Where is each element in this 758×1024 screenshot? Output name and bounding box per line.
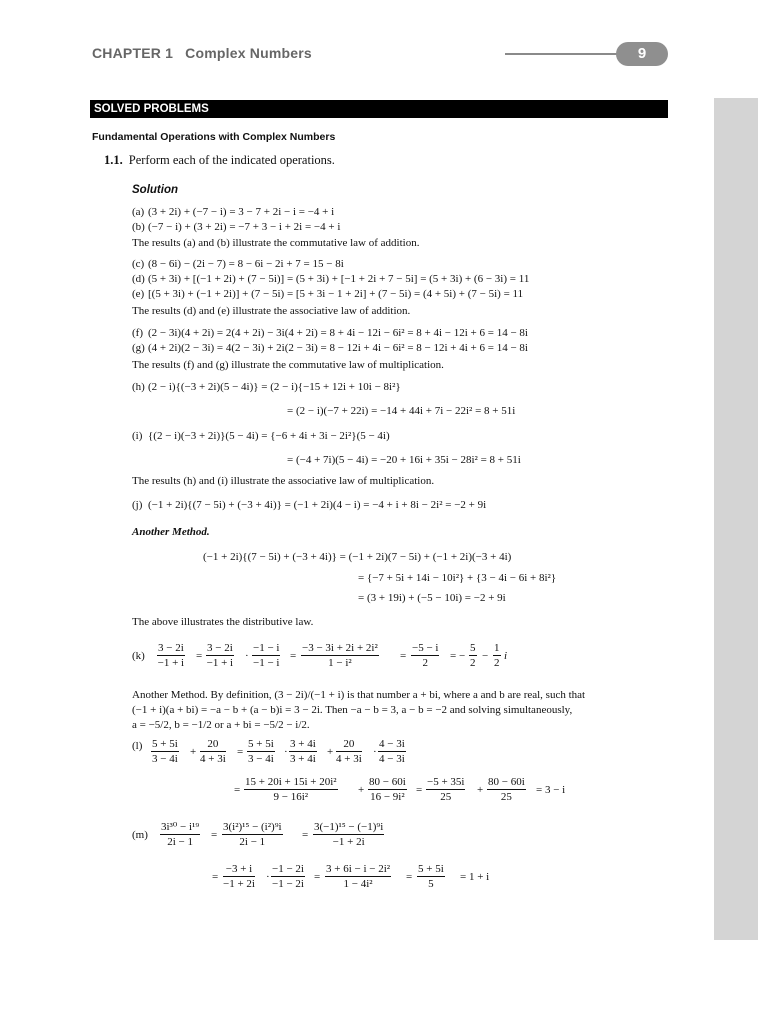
l-result: = 3 − i: [536, 784, 566, 796]
m-op: =: [314, 871, 321, 883]
k-another-3: a = −5/2, b = −1/2 or a + bi = −5/2 − i/2.: [132, 719, 310, 731]
line-j-am1: (−1 + 2i){(7 − 5i) + (−3 + 4i)} = (−1 + 2i)(7 − 5i) + (−1 + 2i)(−3 + 4i): [203, 551, 512, 563]
line-j-am2: = {−7 + 5i + 14i − 10i²} + {3 − 4i − 6i + 8i²}: [358, 572, 557, 584]
m-op: =: [406, 871, 413, 883]
section-title: SOLVED PROBLEMS: [90, 100, 668, 118]
k-op: ·: [245, 650, 249, 662]
problem-statement: [104, 154, 335, 167]
m-op: =: [211, 829, 218, 841]
chapter-header: [92, 45, 312, 61]
line-g: (g) (4 + 2i)(2 − 3i) = 4(2 − 3i) + 2i(2 − 3i) = 8 − 12i + 4i − 6i² = 8 − 12i + 4i + 6 = 14 − 8i: [132, 342, 528, 354]
m-frac-3: $\frac{\text{3(−1)¹⁵ − (−1)⁹i}}{-1 + 2i}$: [314, 821, 384, 848]
subsection-title: Fundamental Operations with Complex Numbers: [92, 131, 336, 143]
note-ab: The results (a) and (b) illustrate the commutative law of addition.: [132, 237, 420, 249]
k-frac-1: $\frac{3 - 2i}{-1 + i}$: [157, 642, 185, 669]
m-op: =: [302, 829, 309, 841]
l-frac-1: $\frac{5 + 5i}{3 - 4i}$: [152, 738, 178, 765]
m-frac-2: $\frac{\text{3(i²)¹⁵ − (i²)⁹i}}{2i - 1}$: [223, 821, 282, 848]
k-op: = −: [450, 650, 466, 662]
k-op: =: [196, 650, 203, 662]
line-e: (e) [(5 + 3i) + (−1 + 2i)] + (7 − 5i) = [5 + 3i − 1 + 2i] + (7 − 5i) = (4 + 5i) + (7 − 5i) = 11: [132, 288, 524, 300]
chapter-title: Complex Numbers: [185, 45, 312, 61]
line-c: (c) (8 − 6i) − (2i − 7) = 8 − 6i − 2i + 7 = 15 − 8i: [132, 258, 344, 270]
line-i1: (i) {(2 − i)(−3 + 2i)}(5 − 4i) = {−6 + 4i + 3i − 2i²}(5 − 4i): [132, 430, 390, 442]
l-frac-6: $\frac{4 - 3i}{4 - 3i}$: [379, 738, 405, 765]
m-op: =: [212, 871, 219, 883]
line-a: (a) (3 + 2i) + (−7 − i) = 3 − 7 + 2i − i = −4 + i: [132, 206, 335, 218]
l-op: ·: [284, 746, 288, 758]
label-l: (l): [132, 740, 143, 752]
chapter-label: CHAPTER 1: [92, 45, 174, 61]
l-op: =: [416, 784, 423, 796]
line-b: (b) (−7 − i) + (3 + 2i) = −7 + 3 − i + 2i = −4 + i: [132, 221, 341, 233]
label-m: (m): [132, 829, 148, 841]
l-op: =: [237, 746, 244, 758]
l-op: +: [477, 784, 484, 796]
another-method-heading: Another Method.: [132, 526, 210, 538]
problem-number: 1.1.: [104, 153, 123, 167]
solution-heading: Solution: [132, 184, 178, 196]
note-distributive: The above illustrates the distributive law.: [132, 616, 314, 628]
line-j: (j) (−1 + 2i){(7 − 5i) + (−3 + 4i)} = (−1 + 2i)(4 − i) = −4 + i + 8i − 2i² = −2 + 9i: [132, 499, 487, 511]
l-frac-2: $\frac{20}{4 + 3i}$: [200, 738, 226, 765]
k-frac-2: $\frac{3 - 2i}{-1 + i}$: [206, 642, 234, 669]
line-f: (f) (2 − 3i)(4 + 2i) = 2(4 + 2i) − 3i(4 + 2i) = 8 + 4i − 12i − 6i² = 8 + 4i − 12i + 6 = 14 − 8i: [132, 327, 528, 339]
line-j-am3: = (3 + 19i) + (−5 − 10i) = −2 + 9i: [358, 592, 506, 604]
k-op: =: [290, 650, 297, 662]
k-frac-6: $\frac{5}{2}$: [470, 642, 476, 669]
l-op: =: [234, 784, 241, 796]
k-frac-4: $\frac{\text{−3 − 3i + 2i + 2i²}}{\text{1 − i²}}$: [302, 642, 378, 669]
m-frac-6: $\frac{\text{3 + 6i − i − 2i²}}{\text{1 − 4i²}}$: [326, 863, 391, 890]
l-frac-9: $\frac{-5 + 35i}{25}$: [427, 776, 465, 803]
l-frac-10: $\frac{80 - 60i}{25}$: [488, 776, 525, 803]
l-frac-5: $\frac{20}{4 + 3i}$: [336, 738, 362, 765]
m-frac-5: $\frac{-1 - 2i}{-1 - 2i}$: [272, 863, 304, 890]
m-result: = 1 + i: [460, 871, 490, 883]
note-fg: The results (f) and (g) illustrate the commutative law of multiplication.: [132, 359, 444, 371]
l-op: ·: [373, 746, 377, 758]
m-op: ·: [266, 871, 270, 883]
l-op: +: [358, 784, 365, 796]
k-op: i: [504, 650, 508, 662]
l-frac-8: $\frac{80 - 60i}{\text{16 − 9i²}}$: [369, 776, 406, 803]
m-frac-1: $\frac{\text{3i³⁰ − i¹⁹}}{2i - 1}$: [161, 821, 200, 848]
l-op: +: [327, 746, 334, 758]
l-op: +: [190, 746, 197, 758]
k-another-2: (−1 + i)(a + bi) = −a − b + (a − b)i = 3 − 2i. Then −a − b = 3, a − b = −2 and solving simultaneously,: [132, 704, 573, 716]
note-hi: The results (h) and (i) illustrate the associative law of multiplication.: [132, 475, 435, 487]
page-number: 9: [616, 42, 668, 66]
label-k: (k): [132, 650, 145, 662]
m-frac-7: $\frac{5 + 5i}{5}$: [418, 863, 444, 890]
k-frac-5: $\frac{-5 - i}{2}$: [412, 642, 439, 669]
k-op: −: [482, 650, 489, 662]
problem-text: Perform each of the indicated operations.: [128, 153, 335, 167]
l-frac-4: $\frac{3 + 4i}{3 + 4i}$: [290, 738, 316, 765]
line-h2: = (2 − i)(−7 + 22i) = −14 + 44i + 7i − 22i² = 8 + 51i: [287, 405, 516, 417]
k-frac-3: $\frac{-1 - i}{-1 - i}$: [253, 642, 280, 669]
header-rule: [505, 53, 630, 55]
k-frac-7: $\frac{1}{2}$: [494, 642, 500, 669]
line-h1: (h) (2 − i){(−3 + 2i)(5 − 4i)} = (2 − i){−15 + 12i + 10i − 8i²}: [132, 381, 401, 393]
k-another-1: Another Method. By definition, (3 − 2i)/(−1 + i) is that number a + bi, where a and b are real, such that: [132, 689, 586, 701]
k-op: =: [400, 650, 407, 662]
note-de: The results (d) and (e) illustrate the associative law of addition.: [132, 305, 411, 317]
m-frac-4: $\frac{-3 + i}{-1 + 2i}$: [223, 863, 255, 890]
line-d: (d) (5 + 3i) + [(−1 + 2i) + (7 − 5i)] = (5 + 3i) + [−1 + 2i + 7 − 5i] = (5 + 3i) + (6 − 3i) = 11: [132, 273, 530, 285]
l-frac-3: $\frac{5 + 5i}{3 - 4i}$: [248, 738, 274, 765]
line-i2: = (−4 + 7i)(5 − 4i) = −20 + 16i + 35i − 28i² = 8 + 51i: [287, 454, 521, 466]
margin-thumb-tab: [714, 98, 758, 940]
l-frac-7: $\frac{\text{15 + 20i + 15i + 20i²}}{\text{9 − 16i²}}$: [245, 776, 337, 803]
